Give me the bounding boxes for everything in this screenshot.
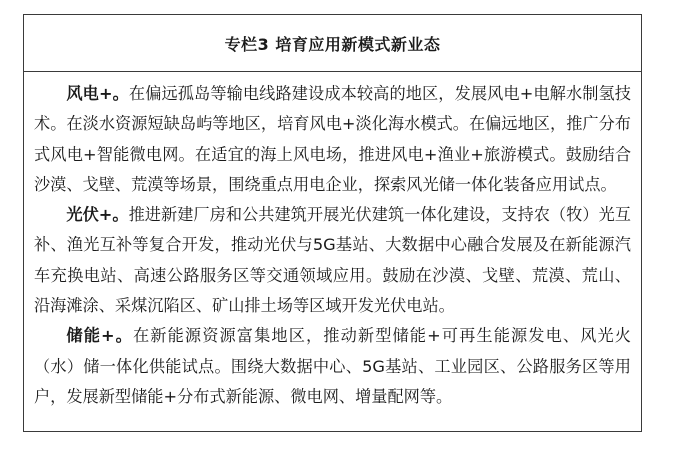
paragraph-photovoltaic: [34, 200, 631, 321]
box-title-row: [24, 15, 641, 72]
paragraph-wind-power: [34, 79, 631, 200]
paragraph-text-wind: 在偏远孤岛等输电线路建设成本较高的地区，发展风电+电解水制氢技术。在淡水资源短缺岛屿等地区，培育风电+淡化海水模式。在偏远地区，推广分布式风电+智能微电网。在适宜的海上风电场，推进风电+渔业+旅游模式。鼓励结合沙漠、戈壁、荒漠等场景，围绕重点用电企业，探索风光储一体化装备应用试点。: [34, 84, 631, 194]
paragraph-lead-wind: 风电+。: [66, 84, 129, 103]
box-title: 专栏3 培育应用新模式新业态: [224, 34, 441, 54]
paragraph-text-storage: 在新能源资源富集地区，推动新型储能+可再生能源发电、风光火（水）储一体化供能试点。围绕大数据中心、5G基站、工业园区、公路服务区等用户，发展新型储能+分布式新能源、微电网、增量配网等。: [34, 326, 631, 406]
paragraph-lead-pv: 光伏+。: [66, 205, 129, 225]
box-content: [24, 72, 641, 412]
paragraph-lead-storage: 储能+。: [66, 326, 133, 346]
paragraph-energy-storage: [34, 321, 631, 412]
paragraph-text-pv: 推进新建厂房和公共建筑开展光伏建筑一体化建设，支持农（牧）光互补、渔光互补等复合开发，推动光伏与5G基站、大数据中心融合发展及在新能源汽车充换电站、高速公路服务区等交通领域应用。鼓励在沙漠、戈壁、荒漠、荒山、沿海滩涂、采煤沉陷区、矿山排土场等区域开发光伏电站。: [34, 205, 631, 316]
column-box: [23, 14, 642, 432]
